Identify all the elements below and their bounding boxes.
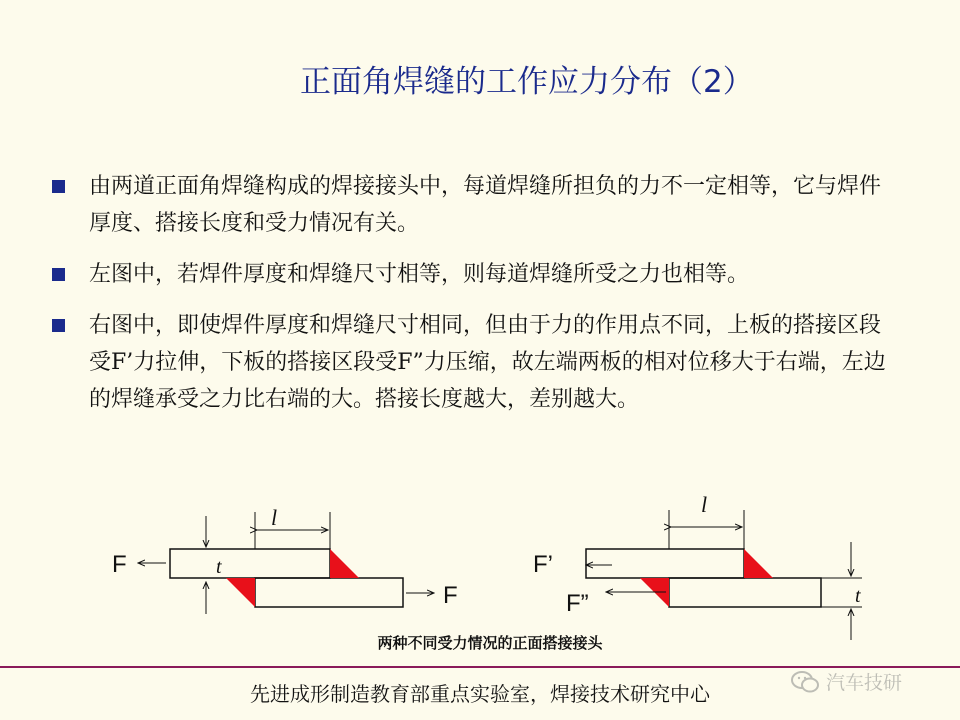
- left-joint: [112, 505, 458, 614]
- thickness-label: t: [855, 585, 861, 607]
- lower-plate: [669, 578, 821, 607]
- bullet-text: 右图中，即使焊件厚度和焊缝尺寸相同，但由于力的作用点不同，上板的搭接区段受F’力拉伸，下板的搭接区段受F”力压缩，故左端两板的相对位移大于右端，左边的焊缝承受之力比右端的大。搭接长度越大，差别越大。: [89, 313, 886, 412]
- lower-plate: [255, 578, 403, 607]
- weld-bead-left: [226, 578, 255, 607]
- diagram-caption: 两种不同受力情况的正面搭接接头: [377, 634, 603, 652]
- length-label: l: [271, 505, 278, 530]
- force-label-right: F: [443, 582, 458, 609]
- upper-plate: [170, 549, 330, 578]
- square-bullet-icon: [52, 180, 65, 193]
- square-bullet-icon: [52, 268, 65, 281]
- bullet-item: [52, 168, 902, 242]
- weld-bead-right: [744, 549, 773, 578]
- bullet-item: [52, 256, 902, 293]
- watermark: [790, 668, 902, 695]
- page-title: 正面角焊缝的工作应力分布（2）: [300, 64, 754, 100]
- footer-text: 先进成形制造教育部重点实验室，焊接技术研究中心: [250, 682, 710, 706]
- lap-joint-diagram: [0, 490, 960, 640]
- wechat-icon: [790, 670, 820, 694]
- bullet-item: [52, 307, 902, 418]
- bullet-text: 由两道正面角焊缝构成的焊接接头中，每道焊缝所担负的力不一定相等，它与焊件厚度、搭接长度和受力情况有关。: [89, 174, 882, 236]
- right-joint: [533, 492, 862, 640]
- force-label-lower: F”: [566, 590, 589, 617]
- upper-plate: [586, 549, 744, 578]
- square-bullet-icon: [52, 319, 65, 332]
- length-label: l: [701, 492, 708, 517]
- force-label-upper: F’: [533, 551, 553, 578]
- watermark-text: 汽车技研: [826, 672, 903, 694]
- thickness-label: t: [216, 556, 222, 578]
- bullet-text: 左图中，若焊件厚度和焊缝尺寸相等，则每道焊缝所受之力也相等。: [89, 262, 750, 287]
- bullet-list: [52, 168, 902, 432]
- force-label-left: F: [112, 551, 127, 578]
- weld-bead-right: [330, 549, 359, 578]
